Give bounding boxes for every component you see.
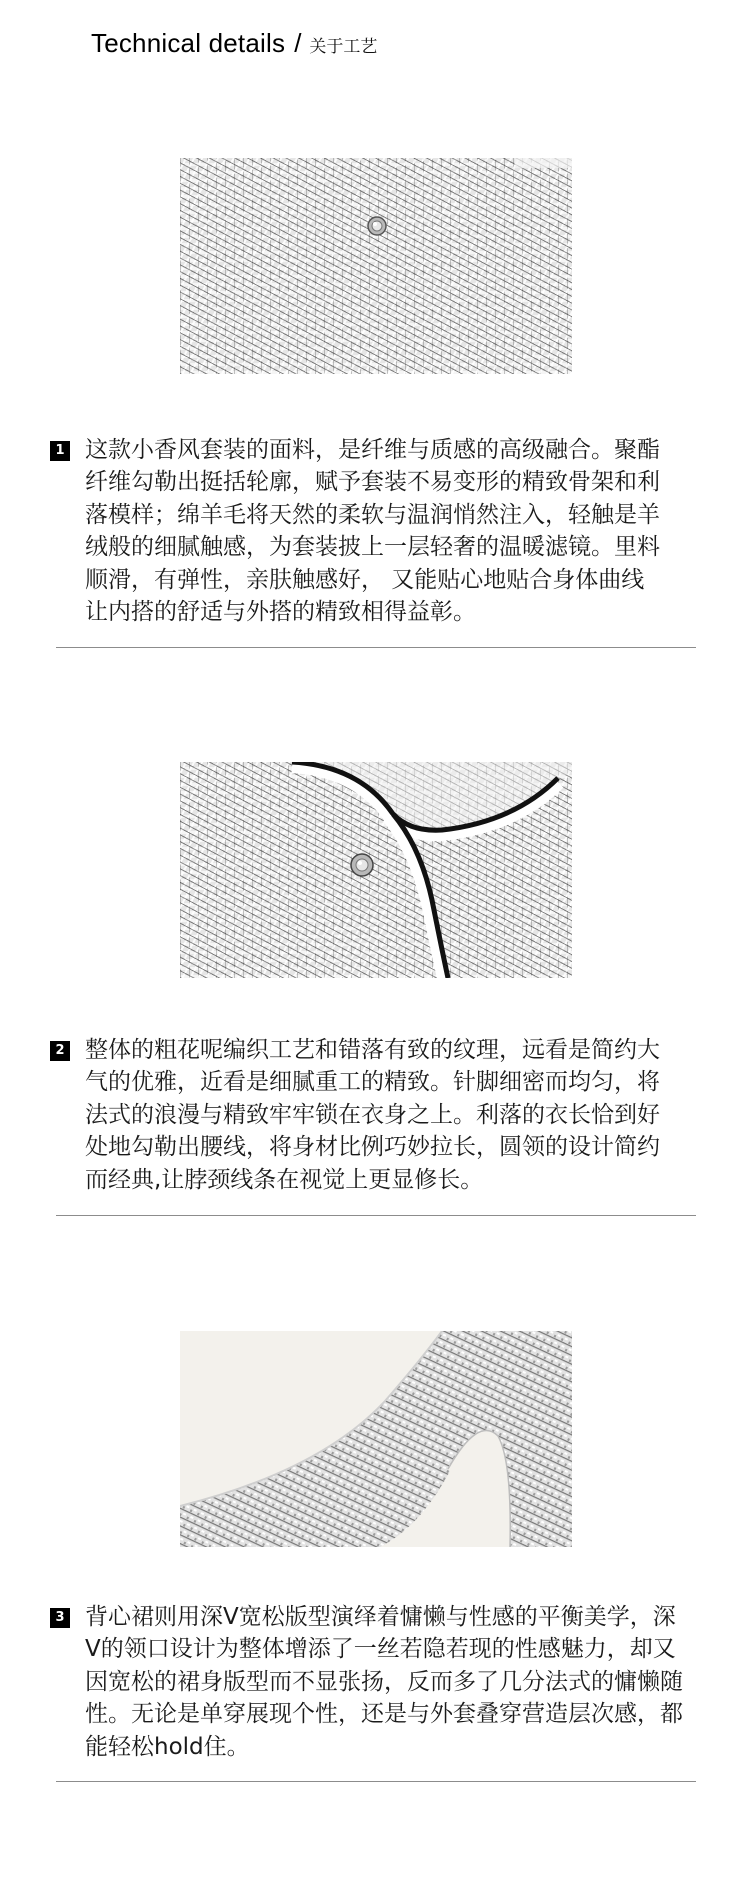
page-subtitle: 关于工艺 (309, 37, 378, 57)
paragraph-line: 让内搭的舒适与外搭的精致相得益彰。 (85, 599, 476, 626)
section-3 (50, 1601, 710, 1763)
paragraph-line: 因宽松的裙身版型而不显张扬，反而多了几分法式的慵懒随 (85, 1668, 683, 1695)
section-divider (56, 647, 696, 648)
paragraph-line: 性。无论是单穿展现个性，还是与外套叠穿营造层次感，都 (85, 1701, 683, 1728)
paragraph-line: 纤维勾勒出挺括轮廓，赋予套装不易变形的精致骨架和利 (85, 469, 660, 496)
section-number-badge: 1 (50, 441, 70, 461)
section-1 (50, 434, 710, 628)
section-number-badge: 3 (50, 1608, 70, 1628)
paragraph-line: 顺滑，有弹性，亲肤触感好， 又能贴心地贴合身体曲线 (85, 566, 645, 593)
vneck-dress-graphic (180, 1331, 572, 1547)
section-number-badge: 2 (50, 1041, 70, 1061)
paragraph-line: 落模样；绵羊毛将天然的柔软与温润悄然注入，轻触是羊 (85, 501, 660, 528)
paragraph-line: 绒般的细腻触感，为套装披上一层轻奢的温暖滤镜。里料 (85, 534, 660, 561)
section-paragraph (85, 434, 660, 628)
paragraph-line: 背心裙则用深V宽松版型演绎着慵懒与性感的平衡美学，深 (85, 1604, 676, 1630)
paragraph-line: 处地勾勒出腰线，将身材比例巧妙拉长，圆领的设计简约 (85, 1134, 660, 1161)
section-paragraph (85, 1034, 660, 1196)
title-separator: / (294, 28, 302, 58)
paragraph-line: 能轻松hold住。 (85, 1733, 250, 1760)
paragraph-line: 这款小香风套装的面料，是纤维与质感的高级融合。聚酯 (85, 437, 660, 463)
section-paragraph (85, 1601, 683, 1763)
fabric-closeup-photo (180, 158, 572, 374)
paragraph-line: 法式的浪漫与精致牢牢锁在衣身之上。利落的衣长恰到好 (85, 1101, 660, 1128)
paragraph-line: V的领口设计为整体增添了一丝若隐若现的性感魅力，却又 (85, 1636, 676, 1663)
section-divider (56, 1781, 696, 1782)
vneck-dress-photo (180, 1331, 572, 1547)
section-divider (56, 1215, 696, 1216)
button-detail-graphic (180, 158, 572, 374)
paragraph-line: 气的优雅，近看是细腻重工的精致。针脚细密而均匀，将 (85, 1069, 660, 1096)
neckline-trim-photo (180, 762, 572, 978)
page-title: Technical details (91, 28, 286, 58)
page-header (91, 28, 377, 59)
section-2 (50, 1034, 710, 1196)
paragraph-line: 而经典,让脖颈线条在视觉上更显修长。 (85, 1166, 484, 1193)
paragraph-line: 整体的粗花呢编织工艺和错落有致的纹理，远看是简约大 (85, 1037, 660, 1063)
neckline-trim-graphic (180, 762, 572, 978)
